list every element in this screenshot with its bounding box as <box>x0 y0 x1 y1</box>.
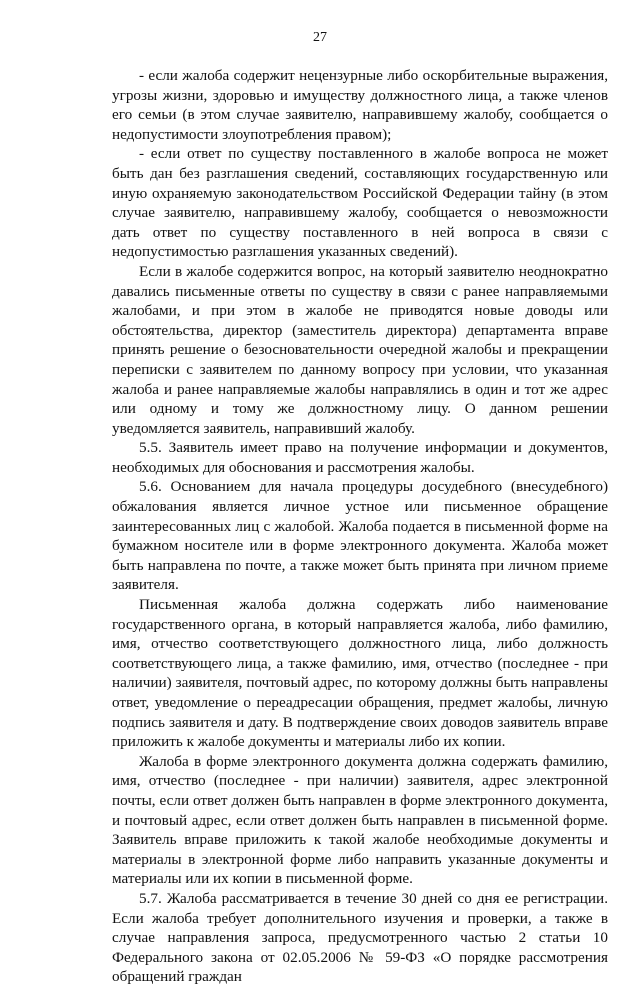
page-number: 27 <box>313 30 327 45</box>
paragraph-5-7: 5.7. Жалоба рассматривается в течение 30 дней со дня ее регистрации. Если жалоба требует дополнительного изучения и проверки, а также в случае направления запроса, предусмотренного частью 2 статьи 10 Федерального закона от 02.05.2006 № 59-ФЗ «О порядке рассмотрения обращений граждан <box>112 889 608 986</box>
paragraph-state-secret: - если ответ по существу поставленного в жалобе вопроса не может быть дан без разглашения сведений, составляющих государственную или иную охраняемую законодательством Российской Федерации тайну (в этом случае заявителю, направившему жалобу, сообщается о невозможности дать ответ по существу поставленного в ней вопроса в связи с недопустимостью разглашения указанных сведений). <box>112 145 608 261</box>
document-body <box>112 66 608 987</box>
paragraph-5-6: 5.6. Основанием для начала процедуры досудебного (внесудебного) обжалования является личное устное или письменное обращение заинтересованных лиц с жалобой. Жалоба подается в письменной форме на бумажном носителе или в форме электронного документа. Жалоба может быть направлена по почте, а также может быть принята при личном приеме заявителя. <box>112 478 608 594</box>
paragraph-electronic-complaint: Жалоба в форме электронного документа должна содержать фамилию, имя, отчество (последнее - при наличии) заявителя, адрес электронной почты, если ответ должен быть направлен в форме электронного документа, и почтовый адрес, если ответ должен быть направлен в письменной форме. Заявитель вправе приложить к такой жалобе необходимые документы и материалы в электронной форме либо направить указанные документы и материалы или их копии в письменной форме. <box>112 752 608 888</box>
paragraph-5-5: 5.5. Заявитель имеет право на получение информации и документов, необходимых для обоснования и рассмотрения жалобы. <box>112 439 608 476</box>
paragraph-repeated-complaint: Если в жалобе содержится вопрос, на который заявителю неоднократно давались письменные ответы по существу в связи с ранее направляемыми жалобами, и при этом в жалобе не приводятся новые доводы или обстоятельства, директор (заместитель директора) департамента вправе принять решение о безосновательности очередной жалобы и прекращении переписки с заявителем по данному вопросу при условии, что указанная жалоба и ранее направляемые жалобы направлялись в один и тот же адрес или одному и тому же должностному лицу. О данном решении уведомляется заявитель, направивший жалобу. <box>112 262 608 437</box>
paragraph-obscene-complaint: - если жалоба содержит нецензурные либо оскорбительные выражения, угрозы жизни, здоровью и имуществу должностного лица, а также членов его семьи (в этом случае заявителю, направившему жалобу, сообщается о недопустимости злоупотребления правом); <box>112 67 608 143</box>
paragraph-written-complaint: Письменная жалоба должна содержать либо наименование государственного органа, в который направляется жалоба, либо фамилию, имя, отчество соответствующего должностного лица, либо должность соответствующего лица, а также фамилию, имя, отчество (последнее - при наличии) заявителя, почтовый адрес, по которому должны быть направлены ответ, уведомление о переадресации обращения, предмет жалобы, личную подпись заявителя и дату. В подтверждение своих доводов заявитель вправе приложить к жалобе документы и материалы либо их копии. <box>112 596 608 751</box>
